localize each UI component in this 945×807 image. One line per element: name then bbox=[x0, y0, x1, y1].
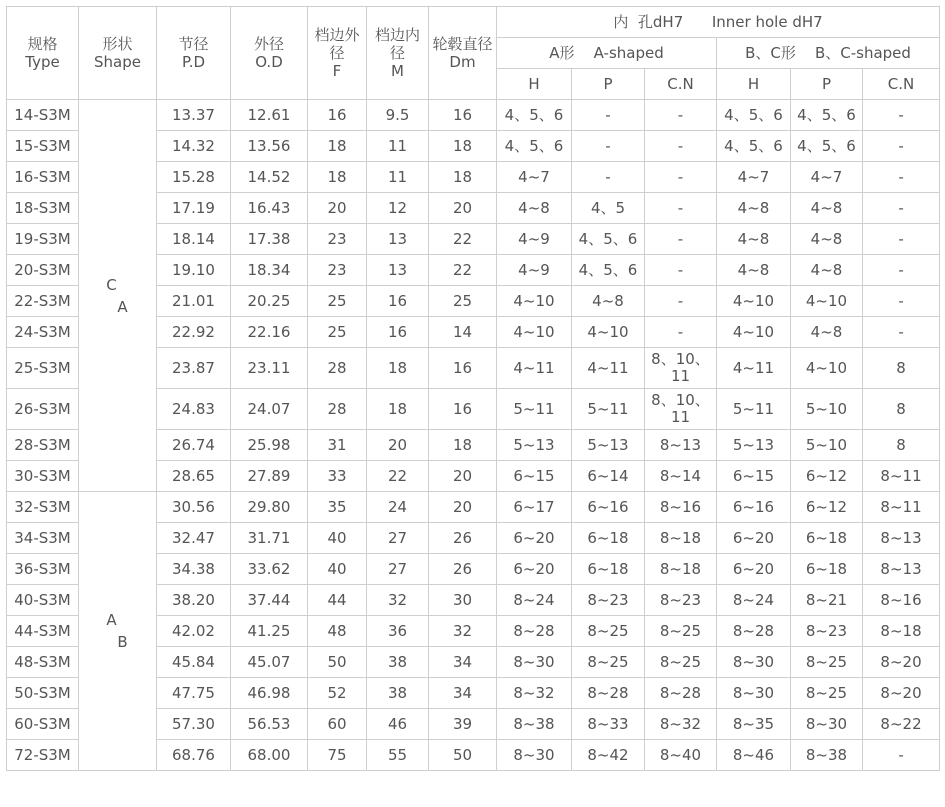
cell-type: 30-S3M bbox=[7, 461, 79, 492]
cell-type: 14-S3M bbox=[7, 100, 79, 131]
header-hub-diameter: 轮毂直径 Dm bbox=[429, 7, 497, 100]
cell-a-cn: - bbox=[645, 162, 717, 193]
cell-a-p: 4、5、6 bbox=[572, 255, 645, 286]
cell-a-cn: 8~16 bbox=[645, 492, 717, 523]
cell-a-p: 8~25 bbox=[572, 647, 645, 678]
cell-a-p: 5~13 bbox=[572, 430, 645, 461]
cell-bc-p: 8~21 bbox=[791, 585, 863, 616]
cell-bc-p: 4~8 bbox=[791, 193, 863, 224]
header-bc-cn: C.N bbox=[863, 69, 940, 100]
cell-bc-cn: - bbox=[863, 131, 940, 162]
cell-outer-diameter: 18.34 bbox=[231, 255, 308, 286]
cell-bc-cn: 8~20 bbox=[863, 678, 940, 709]
cell-bc-h: 4~8 bbox=[717, 224, 791, 255]
cell-bc-p: 6~12 bbox=[791, 492, 863, 523]
cell-a-h: 8~32 bbox=[497, 678, 572, 709]
cell-a-h: 4、5、6 bbox=[497, 100, 572, 131]
pulley-spec-table bbox=[6, 6, 940, 771]
cell-type: 50-S3M bbox=[7, 678, 79, 709]
cell-bc-h: 8~46 bbox=[717, 740, 791, 771]
cell-hub-diameter: 26 bbox=[429, 554, 497, 585]
cell-bc-p: 4~10 bbox=[791, 286, 863, 317]
shape-letter: A bbox=[117, 297, 128, 316]
cell-pitch-diameter: 45.84 bbox=[157, 647, 231, 678]
cell-outer-diameter: 17.38 bbox=[231, 224, 308, 255]
cell-bc-p: 4、5、6 bbox=[791, 131, 863, 162]
cell-flange-outer: 48 bbox=[308, 616, 367, 647]
cell-bc-h: 5~13 bbox=[717, 430, 791, 461]
cell-type: 36-S3M bbox=[7, 554, 79, 585]
shape-letter: A bbox=[106, 611, 117, 629]
cell-flange-inner: 12 bbox=[367, 193, 429, 224]
cell-bc-h: 4~8 bbox=[717, 255, 791, 286]
cell-a-cn: 8~14 bbox=[645, 461, 717, 492]
cell-flange-inner: 27 bbox=[367, 523, 429, 554]
cell-hub-diameter: 20 bbox=[429, 492, 497, 523]
header-a-h: H bbox=[497, 69, 572, 100]
cell-flange-inner: 11 bbox=[367, 131, 429, 162]
cell-flange-outer: 52 bbox=[308, 678, 367, 709]
cell-a-h: 8~28 bbox=[497, 616, 572, 647]
cell-flange-outer: 25 bbox=[308, 286, 367, 317]
cell-pitch-diameter: 30.56 bbox=[157, 492, 231, 523]
cell-a-cn: - bbox=[645, 286, 717, 317]
cell-flange-inner: 20 bbox=[367, 430, 429, 461]
cell-hub-diameter: 26 bbox=[429, 523, 497, 554]
cell-flange-outer: 28 bbox=[308, 348, 367, 389]
cell-outer-diameter: 33.62 bbox=[231, 554, 308, 585]
cell-a-h: 4~9 bbox=[497, 224, 572, 255]
cell-a-p: 8~23 bbox=[572, 585, 645, 616]
cell-hub-diameter: 39 bbox=[429, 709, 497, 740]
cell-pitch-diameter: 57.30 bbox=[157, 709, 231, 740]
cell-a-h: 8~30 bbox=[497, 647, 572, 678]
cell-bc-h: 4~10 bbox=[717, 286, 791, 317]
cell-bc-h: 8~28 bbox=[717, 616, 791, 647]
cell-a-h: 6~17 bbox=[497, 492, 572, 523]
cell-bc-h: 6~15 bbox=[717, 461, 791, 492]
cell-bc-h: 6~16 bbox=[717, 492, 791, 523]
cell-hub-diameter: 20 bbox=[429, 461, 497, 492]
shape-letter: C bbox=[106, 275, 117, 294]
cell-a-cn: 8~23 bbox=[645, 585, 717, 616]
header-inner-hole: 内 孔dH7 Inner hole dH7 bbox=[497, 7, 940, 38]
cell-a-h: 4~9 bbox=[497, 255, 572, 286]
cell-bc-p: 6~12 bbox=[791, 461, 863, 492]
cell-a-h: 8~30 bbox=[497, 740, 572, 771]
cell-flange-inner: 24 bbox=[367, 492, 429, 523]
cell-a-cn: 8~28 bbox=[645, 678, 717, 709]
cell-a-cn: 8~25 bbox=[645, 647, 717, 678]
cell-a-h: 4~10 bbox=[497, 286, 572, 317]
cell-bc-cn: 8~18 bbox=[863, 616, 940, 647]
cell-outer-diameter: 41.25 bbox=[231, 616, 308, 647]
cell-flange-inner: 18 bbox=[367, 348, 429, 389]
cell-flange-outer: 44 bbox=[308, 585, 367, 616]
cell-shape-group bbox=[79, 100, 157, 492]
cell-flange-inner: 9.5 bbox=[367, 100, 429, 131]
header-type: 规格 Type bbox=[7, 7, 79, 100]
cell-outer-diameter: 12.61 bbox=[231, 100, 308, 131]
cell-a-h: 4~8 bbox=[497, 193, 572, 224]
cell-a-p: 8~25 bbox=[572, 616, 645, 647]
cell-flange-outer: 33 bbox=[308, 461, 367, 492]
cell-a-h: 4~11 bbox=[497, 348, 572, 389]
cell-a-p: 4~11 bbox=[572, 348, 645, 389]
cell-flange-inner: 13 bbox=[367, 224, 429, 255]
cell-flange-outer: 40 bbox=[308, 523, 367, 554]
cell-a-cn: - bbox=[645, 317, 717, 348]
cell-a-cn: 8~18 bbox=[645, 523, 717, 554]
cell-flange-inner: 27 bbox=[367, 554, 429, 585]
cell-bc-cn: - bbox=[863, 100, 940, 131]
cell-a-h: 8~24 bbox=[497, 585, 572, 616]
cell-outer-diameter: 25.98 bbox=[231, 430, 308, 461]
cell-flange-outer: 20 bbox=[308, 193, 367, 224]
cell-flange-inner: 55 bbox=[367, 740, 429, 771]
cell-bc-p: 5~10 bbox=[791, 389, 863, 430]
cell-a-cn: 8~13 bbox=[645, 430, 717, 461]
cell-type: 32-S3M bbox=[7, 492, 79, 523]
table-body bbox=[7, 100, 940, 771]
cell-a-h: 6~20 bbox=[497, 554, 572, 585]
cell-bc-cn: - bbox=[863, 317, 940, 348]
cell-outer-diameter: 27.89 bbox=[231, 461, 308, 492]
cell-type: 16-S3M bbox=[7, 162, 79, 193]
cell-a-p: 4、5、6 bbox=[572, 224, 645, 255]
header-bc-shaped: B、C形 B、C-shaped bbox=[717, 38, 940, 69]
cell-flange-outer: 16 bbox=[308, 100, 367, 131]
cell-bc-p: 8~38 bbox=[791, 740, 863, 771]
cell-outer-diameter: 56.53 bbox=[231, 709, 308, 740]
header-a-p: P bbox=[572, 69, 645, 100]
cell-bc-p: 8~25 bbox=[791, 647, 863, 678]
cell-pitch-diameter: 42.02 bbox=[157, 616, 231, 647]
cell-a-h: 5~11 bbox=[497, 389, 572, 430]
cell-bc-cn: 8 bbox=[863, 430, 940, 461]
cell-a-cn: 8、10、 11 bbox=[645, 389, 717, 430]
cell-flange-inner: 22 bbox=[367, 461, 429, 492]
cell-hub-diameter: 22 bbox=[429, 224, 497, 255]
cell-bc-h: 4、5、6 bbox=[717, 100, 791, 131]
cell-bc-h: 5~11 bbox=[717, 389, 791, 430]
cell-a-p: 5~11 bbox=[572, 389, 645, 430]
cell-flange-inner: 16 bbox=[367, 286, 429, 317]
cell-hub-diameter: 16 bbox=[429, 100, 497, 131]
cell-bc-cn: 8 bbox=[863, 389, 940, 430]
cell-a-h: 6~20 bbox=[497, 523, 572, 554]
cell-type: 15-S3M bbox=[7, 131, 79, 162]
cell-hub-diameter: 30 bbox=[429, 585, 497, 616]
cell-flange-inner: 36 bbox=[367, 616, 429, 647]
cell-a-cn: - bbox=[645, 224, 717, 255]
cell-bc-p: 4~8 bbox=[791, 317, 863, 348]
cell-bc-cn: 8~16 bbox=[863, 585, 940, 616]
cell-bc-h: 4~7 bbox=[717, 162, 791, 193]
cell-outer-diameter: 37.44 bbox=[231, 585, 308, 616]
cell-outer-diameter: 14.52 bbox=[231, 162, 308, 193]
header-bc-p: P bbox=[791, 69, 863, 100]
cell-flange-outer: 18 bbox=[308, 162, 367, 193]
cell-a-h: 4~7 bbox=[497, 162, 572, 193]
cell-bc-p: 4~8 bbox=[791, 255, 863, 286]
cell-flange-outer: 18 bbox=[308, 131, 367, 162]
cell-bc-h: 8~24 bbox=[717, 585, 791, 616]
cell-bc-h: 4~11 bbox=[717, 348, 791, 389]
cell-bc-p: 6~18 bbox=[791, 523, 863, 554]
cell-pitch-diameter: 38.20 bbox=[157, 585, 231, 616]
cell-bc-cn: 8~20 bbox=[863, 647, 940, 678]
cell-pitch-diameter: 15.28 bbox=[157, 162, 231, 193]
cell-type: 22-S3M bbox=[7, 286, 79, 317]
cell-type: 26-S3M bbox=[7, 389, 79, 430]
cell-flange-inner: 46 bbox=[367, 709, 429, 740]
cell-type: 34-S3M bbox=[7, 523, 79, 554]
cell-bc-h: 4、5、6 bbox=[717, 131, 791, 162]
header-shape: 形状 Shape bbox=[79, 7, 157, 100]
cell-pitch-diameter: 19.10 bbox=[157, 255, 231, 286]
cell-bc-cn: - bbox=[863, 255, 940, 286]
cell-type: 24-S3M bbox=[7, 317, 79, 348]
cell-flange-inner: 11 bbox=[367, 162, 429, 193]
cell-bc-cn: 8~11 bbox=[863, 461, 940, 492]
cell-hub-diameter: 18 bbox=[429, 430, 497, 461]
cell-a-h: 4、5、6 bbox=[497, 131, 572, 162]
cell-flange-outer: 23 bbox=[308, 255, 367, 286]
cell-bc-cn: 8 bbox=[863, 348, 940, 389]
cell-type: 19-S3M bbox=[7, 224, 79, 255]
cell-pitch-diameter: 32.47 bbox=[157, 523, 231, 554]
cell-flange-outer: 50 bbox=[308, 647, 367, 678]
cell-a-h: 6~15 bbox=[497, 461, 572, 492]
cell-bc-p: 8~30 bbox=[791, 709, 863, 740]
cell-type: 48-S3M bbox=[7, 647, 79, 678]
cell-flange-outer: 25 bbox=[308, 317, 367, 348]
cell-a-cn: - bbox=[645, 131, 717, 162]
cell-hub-diameter: 14 bbox=[429, 317, 497, 348]
cell-a-h: 4~10 bbox=[497, 317, 572, 348]
cell-outer-diameter: 31.71 bbox=[231, 523, 308, 554]
cell-hub-diameter: 50 bbox=[429, 740, 497, 771]
cell-pitch-diameter: 17.19 bbox=[157, 193, 231, 224]
cell-outer-diameter: 29.80 bbox=[231, 492, 308, 523]
cell-bc-p: 4~10 bbox=[791, 348, 863, 389]
shape-letter: B bbox=[117, 633, 128, 651]
cell-outer-diameter: 13.56 bbox=[231, 131, 308, 162]
cell-a-cn: 8~18 bbox=[645, 554, 717, 585]
cell-flange-outer: 40 bbox=[308, 554, 367, 585]
cell-a-p: - bbox=[572, 131, 645, 162]
cell-type: 25-S3M bbox=[7, 348, 79, 389]
cell-flange-outer: 31 bbox=[308, 430, 367, 461]
cell-a-cn: - bbox=[645, 100, 717, 131]
cell-outer-diameter: 22.16 bbox=[231, 317, 308, 348]
cell-type: 72-S3M bbox=[7, 740, 79, 771]
cell-bc-cn: - bbox=[863, 193, 940, 224]
cell-a-p: 4~8 bbox=[572, 286, 645, 317]
cell-bc-cn: 8~13 bbox=[863, 554, 940, 585]
cell-outer-diameter: 20.25 bbox=[231, 286, 308, 317]
cell-a-cn: 8~40 bbox=[645, 740, 717, 771]
cell-pitch-diameter: 34.38 bbox=[157, 554, 231, 585]
cell-bc-h: 6~20 bbox=[717, 554, 791, 585]
cell-flange-outer: 28 bbox=[308, 389, 367, 430]
cell-flange-inner: 13 bbox=[367, 255, 429, 286]
cell-bc-h: 8~30 bbox=[717, 647, 791, 678]
cell-bc-h: 8~30 bbox=[717, 678, 791, 709]
cell-flange-inner: 18 bbox=[367, 389, 429, 430]
cell-a-p: 6~14 bbox=[572, 461, 645, 492]
cell-a-cn: - bbox=[645, 255, 717, 286]
header-pitch-diameter: 节径 P.D bbox=[157, 7, 231, 100]
cell-bc-cn: 8~11 bbox=[863, 492, 940, 523]
cell-a-p: - bbox=[572, 162, 645, 193]
cell-type: 28-S3M bbox=[7, 430, 79, 461]
cell-type: 20-S3M bbox=[7, 255, 79, 286]
cell-bc-h: 4~10 bbox=[717, 317, 791, 348]
cell-bc-cn: 8~13 bbox=[863, 523, 940, 554]
cell-flange-inner: 16 bbox=[367, 317, 429, 348]
cell-outer-diameter: 45.07 bbox=[231, 647, 308, 678]
cell-bc-p: 5~10 bbox=[791, 430, 863, 461]
cell-pitch-diameter: 14.32 bbox=[157, 131, 231, 162]
cell-a-p: 4~10 bbox=[572, 317, 645, 348]
cell-outer-diameter: 23.11 bbox=[231, 348, 308, 389]
cell-type: 44-S3M bbox=[7, 616, 79, 647]
cell-bc-p: 8~23 bbox=[791, 616, 863, 647]
cell-bc-cn: - bbox=[863, 162, 940, 193]
cell-bc-p: 4~7 bbox=[791, 162, 863, 193]
cell-bc-p: 6~18 bbox=[791, 554, 863, 585]
cell-hub-diameter: 16 bbox=[429, 348, 497, 389]
cell-flange-outer: 23 bbox=[308, 224, 367, 255]
cell-pitch-diameter: 13.37 bbox=[157, 100, 231, 131]
cell-a-cn: - bbox=[645, 193, 717, 224]
cell-pitch-diameter: 47.75 bbox=[157, 678, 231, 709]
table-row bbox=[7, 100, 940, 131]
cell-pitch-diameter: 26.74 bbox=[157, 430, 231, 461]
cell-a-cn: 8~32 bbox=[645, 709, 717, 740]
cell-a-p: 6~16 bbox=[572, 492, 645, 523]
cell-type: 60-S3M bbox=[7, 709, 79, 740]
header-bc-h: H bbox=[717, 69, 791, 100]
cell-hub-diameter: 16 bbox=[429, 389, 497, 430]
cell-a-p: 6~18 bbox=[572, 554, 645, 585]
cell-bc-cn: - bbox=[863, 224, 940, 255]
cell-a-cn: 8、10、 11 bbox=[645, 348, 717, 389]
cell-hub-diameter: 18 bbox=[429, 131, 497, 162]
cell-bc-h: 4~8 bbox=[717, 193, 791, 224]
cell-bc-cn: - bbox=[863, 740, 940, 771]
cell-shape-group bbox=[79, 492, 157, 771]
cell-flange-outer: 60 bbox=[308, 709, 367, 740]
header-a-cn: C.N bbox=[645, 69, 717, 100]
cell-a-p: 8~33 bbox=[572, 709, 645, 740]
table-row bbox=[7, 492, 940, 523]
cell-hub-diameter: 25 bbox=[429, 286, 497, 317]
cell-a-p: - bbox=[572, 100, 645, 131]
header-flange-outer-diameter: 档边外 径 F bbox=[308, 7, 367, 100]
header-outer-diameter: 外径 O.D bbox=[231, 7, 308, 100]
table-header bbox=[7, 7, 940, 100]
cell-a-p: 6~18 bbox=[572, 523, 645, 554]
cell-outer-diameter: 46.98 bbox=[231, 678, 308, 709]
cell-type: 40-S3M bbox=[7, 585, 79, 616]
cell-bc-p: 4、5、6 bbox=[791, 100, 863, 131]
cell-pitch-diameter: 18.14 bbox=[157, 224, 231, 255]
header-a-shaped: A形 A-shaped bbox=[497, 38, 717, 69]
cell-flange-outer: 35 bbox=[308, 492, 367, 523]
cell-hub-diameter: 22 bbox=[429, 255, 497, 286]
cell-flange-outer: 75 bbox=[308, 740, 367, 771]
cell-a-h: 5~13 bbox=[497, 430, 572, 461]
cell-flange-inner: 38 bbox=[367, 647, 429, 678]
cell-bc-p: 8~25 bbox=[791, 678, 863, 709]
cell-a-p: 4、5 bbox=[572, 193, 645, 224]
cell-outer-diameter: 68.00 bbox=[231, 740, 308, 771]
cell-pitch-diameter: 24.83 bbox=[157, 389, 231, 430]
cell-bc-cn: - bbox=[863, 286, 940, 317]
cell-bc-h: 6~20 bbox=[717, 523, 791, 554]
cell-outer-diameter: 24.07 bbox=[231, 389, 308, 430]
cell-pitch-diameter: 68.76 bbox=[157, 740, 231, 771]
cell-pitch-diameter: 22.92 bbox=[157, 317, 231, 348]
cell-hub-diameter: 34 bbox=[429, 647, 497, 678]
cell-hub-diameter: 32 bbox=[429, 616, 497, 647]
cell-bc-p: 4~8 bbox=[791, 224, 863, 255]
cell-bc-cn: 8~22 bbox=[863, 709, 940, 740]
header-flange-inner-diameter: 档边内 径 M bbox=[367, 7, 429, 100]
cell-a-h: 8~38 bbox=[497, 709, 572, 740]
cell-pitch-diameter: 28.65 bbox=[157, 461, 231, 492]
cell-pitch-diameter: 21.01 bbox=[157, 286, 231, 317]
cell-a-cn: 8~25 bbox=[645, 616, 717, 647]
cell-a-p: 8~28 bbox=[572, 678, 645, 709]
cell-type: 18-S3M bbox=[7, 193, 79, 224]
cell-outer-diameter: 16.43 bbox=[231, 193, 308, 224]
cell-flange-inner: 38 bbox=[367, 678, 429, 709]
cell-hub-diameter: 18 bbox=[429, 162, 497, 193]
cell-hub-diameter: 34 bbox=[429, 678, 497, 709]
cell-flange-inner: 32 bbox=[367, 585, 429, 616]
cell-bc-h: 8~35 bbox=[717, 709, 791, 740]
cell-pitch-diameter: 23.87 bbox=[157, 348, 231, 389]
cell-hub-diameter: 20 bbox=[429, 193, 497, 224]
cell-a-p: 8~42 bbox=[572, 740, 645, 771]
